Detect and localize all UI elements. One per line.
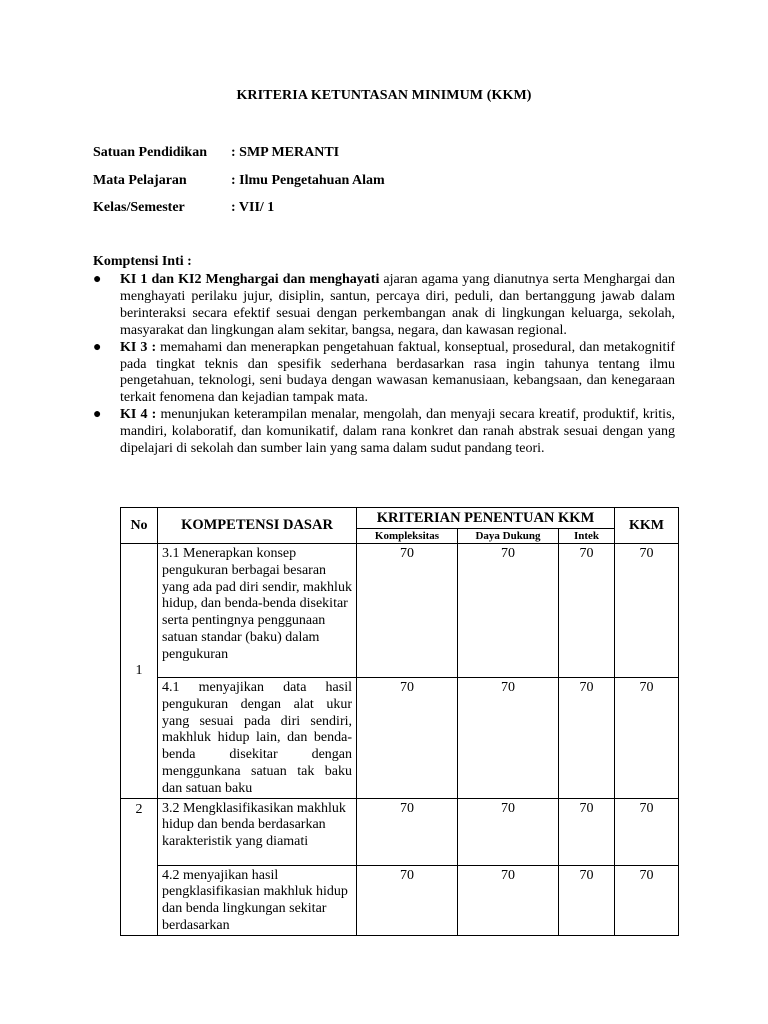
cell-kompleksitas: 70 <box>357 798 458 865</box>
cell-intek: 70 <box>559 678 615 799</box>
cell-kkm: 70 <box>615 544 679 678</box>
table-row <box>121 678 679 799</box>
cell-daya-dukung: 70 <box>458 678 559 799</box>
cell-kompleksitas: 70 <box>357 865 458 935</box>
cell-kompetensi-dasar: 3.2 Mengklasifikasikan makhluk hidup dan benda berdasarkan karakteristik yang diamati <box>158 798 357 865</box>
ki-text: memahami dan menerapkan pengetahuan faktual, konseptual, prosedural, dan metakognitif pada tingkat teknis dan spesifik sederhana berdasarkan rasa ingin tahunya tentang ilmu pengetahuan, teknologi, seni budaya dengan wawasan kemanusiaan, kebangsaan, dan kenegaraan terkait fenomena dan kejadian tampak mata. <box>120 339 676 406</box>
cell-kompetensi-dasar: 4.1 menyajikan data hasil pengukuran dengan alat ukur yang sesuai pada diri sendiri, makhluk hidup lain, dan benda-benda disekitar dengan menggunkana satuan tak baku dan satuan baku <box>158 678 357 799</box>
ki-lead: KI 4 : <box>120 407 157 423</box>
document-title: KRITERIA KETUNTASAN MINIMUM (KKM) <box>236 88 532 103</box>
header-daya-dukung: Daya Dukung <box>458 529 559 544</box>
meta-value: : Ilmu Pengetahuan Alam <box>231 173 385 188</box>
cell-kompetensi-dasar: 4.2 menyajikan hasil pengklasifikasian makhluk hidup dan benda lingkungan sekitar berdasarkan <box>158 865 357 935</box>
ki-text: ajaran agama yang dianutnya serta Menghargai dan menghayati perilaku jujur, disiplin, santun, percaya diri, peduli, dan bertanggung jawab dalam berinteraksi secara efektif sesuai dengan perkembangan anak di lingkungan keluarga, sekolah, masyarakat dan lingkungan alam sekitar, bangsa, negara, dan kawasan regional. <box>120 272 675 338</box>
kompetensi-inti-list <box>93 272 675 458</box>
cell-no: 2 <box>121 798 158 935</box>
ki-lead: KI 1 dan KI2 Menghargai dan menghayati <box>120 272 380 287</box>
header-kriterian-penentuan: KRITERIAN PENENTUAN KKM <box>357 508 615 529</box>
meta-value: : SMP MERANTI <box>231 145 340 160</box>
cell-intek: 70 <box>559 544 615 678</box>
cell-no: 1 <box>121 544 158 799</box>
table-row <box>121 544 679 678</box>
cell-kkm: 70 <box>615 865 679 935</box>
cell-kompleksitas: 70 <box>357 544 458 678</box>
meta-satuan-pendidikan <box>93 145 339 161</box>
table-row <box>121 865 679 935</box>
meta-label: Satuan Pendidikan <box>93 145 207 160</box>
cell-kkm: 70 <box>615 678 679 799</box>
kkm-table <box>120 507 679 936</box>
meta-mata-pelajaran <box>93 173 385 189</box>
table-row <box>121 798 679 865</box>
cell-intek: 70 <box>559 865 615 935</box>
bullet-icon: ● <box>93 407 102 423</box>
kompetensi-inti-heading: Komptensi Inti : <box>93 254 192 269</box>
meta-kelas-semester <box>93 200 274 216</box>
cell-intek: 70 <box>559 798 615 865</box>
cell-kompetensi-dasar: 3.1 Menerapkan konsep pengukuran berbagai besaran yang ada pad diri sendir, makhluk hidup, dan benda-benda disekitar serta pentingnya penggunaan satuan standar (baku) dalam pengukuran <box>158 544 357 678</box>
header-kompleksitas: Kompleksitas <box>357 529 458 544</box>
header-no: No <box>121 508 158 544</box>
ki-item <box>93 407 675 458</box>
ki-item <box>93 340 675 408</box>
cell-kompleksitas: 70 <box>357 678 458 799</box>
ki-text: menunjukan keterampilan menalar, mengolah, dan menyaji secara kreatif, produktif, kritis, mandiri, kolaboratif, dan komunikatif, dalam rana konkret dan ranah abstrak sesuai dengan yang dipelajari di sekolah dan sumber lain yang sama dalam sudut pandang teori. <box>120 407 676 457</box>
ki-lead: KI 3 : <box>120 339 157 355</box>
cell-daya-dukung: 70 <box>458 798 559 865</box>
bullet-icon: ● <box>93 272 102 287</box>
bullet-icon: ● <box>93 339 102 355</box>
meta-value: : VII/ 1 <box>231 200 275 215</box>
meta-label: Kelas/Semester <box>93 200 185 215</box>
cell-daya-dukung: 70 <box>458 544 559 678</box>
cell-daya-dukung: 70 <box>458 865 559 935</box>
meta-label: Mata Pelajaran <box>93 173 187 188</box>
header-kompetensi-dasar: KOMPETENSI DASAR <box>158 508 357 544</box>
header-intek: Intek <box>559 529 615 544</box>
ki-item <box>93 272 675 340</box>
cell-kkm: 70 <box>615 798 679 865</box>
header-kkm: KKM <box>615 508 679 544</box>
